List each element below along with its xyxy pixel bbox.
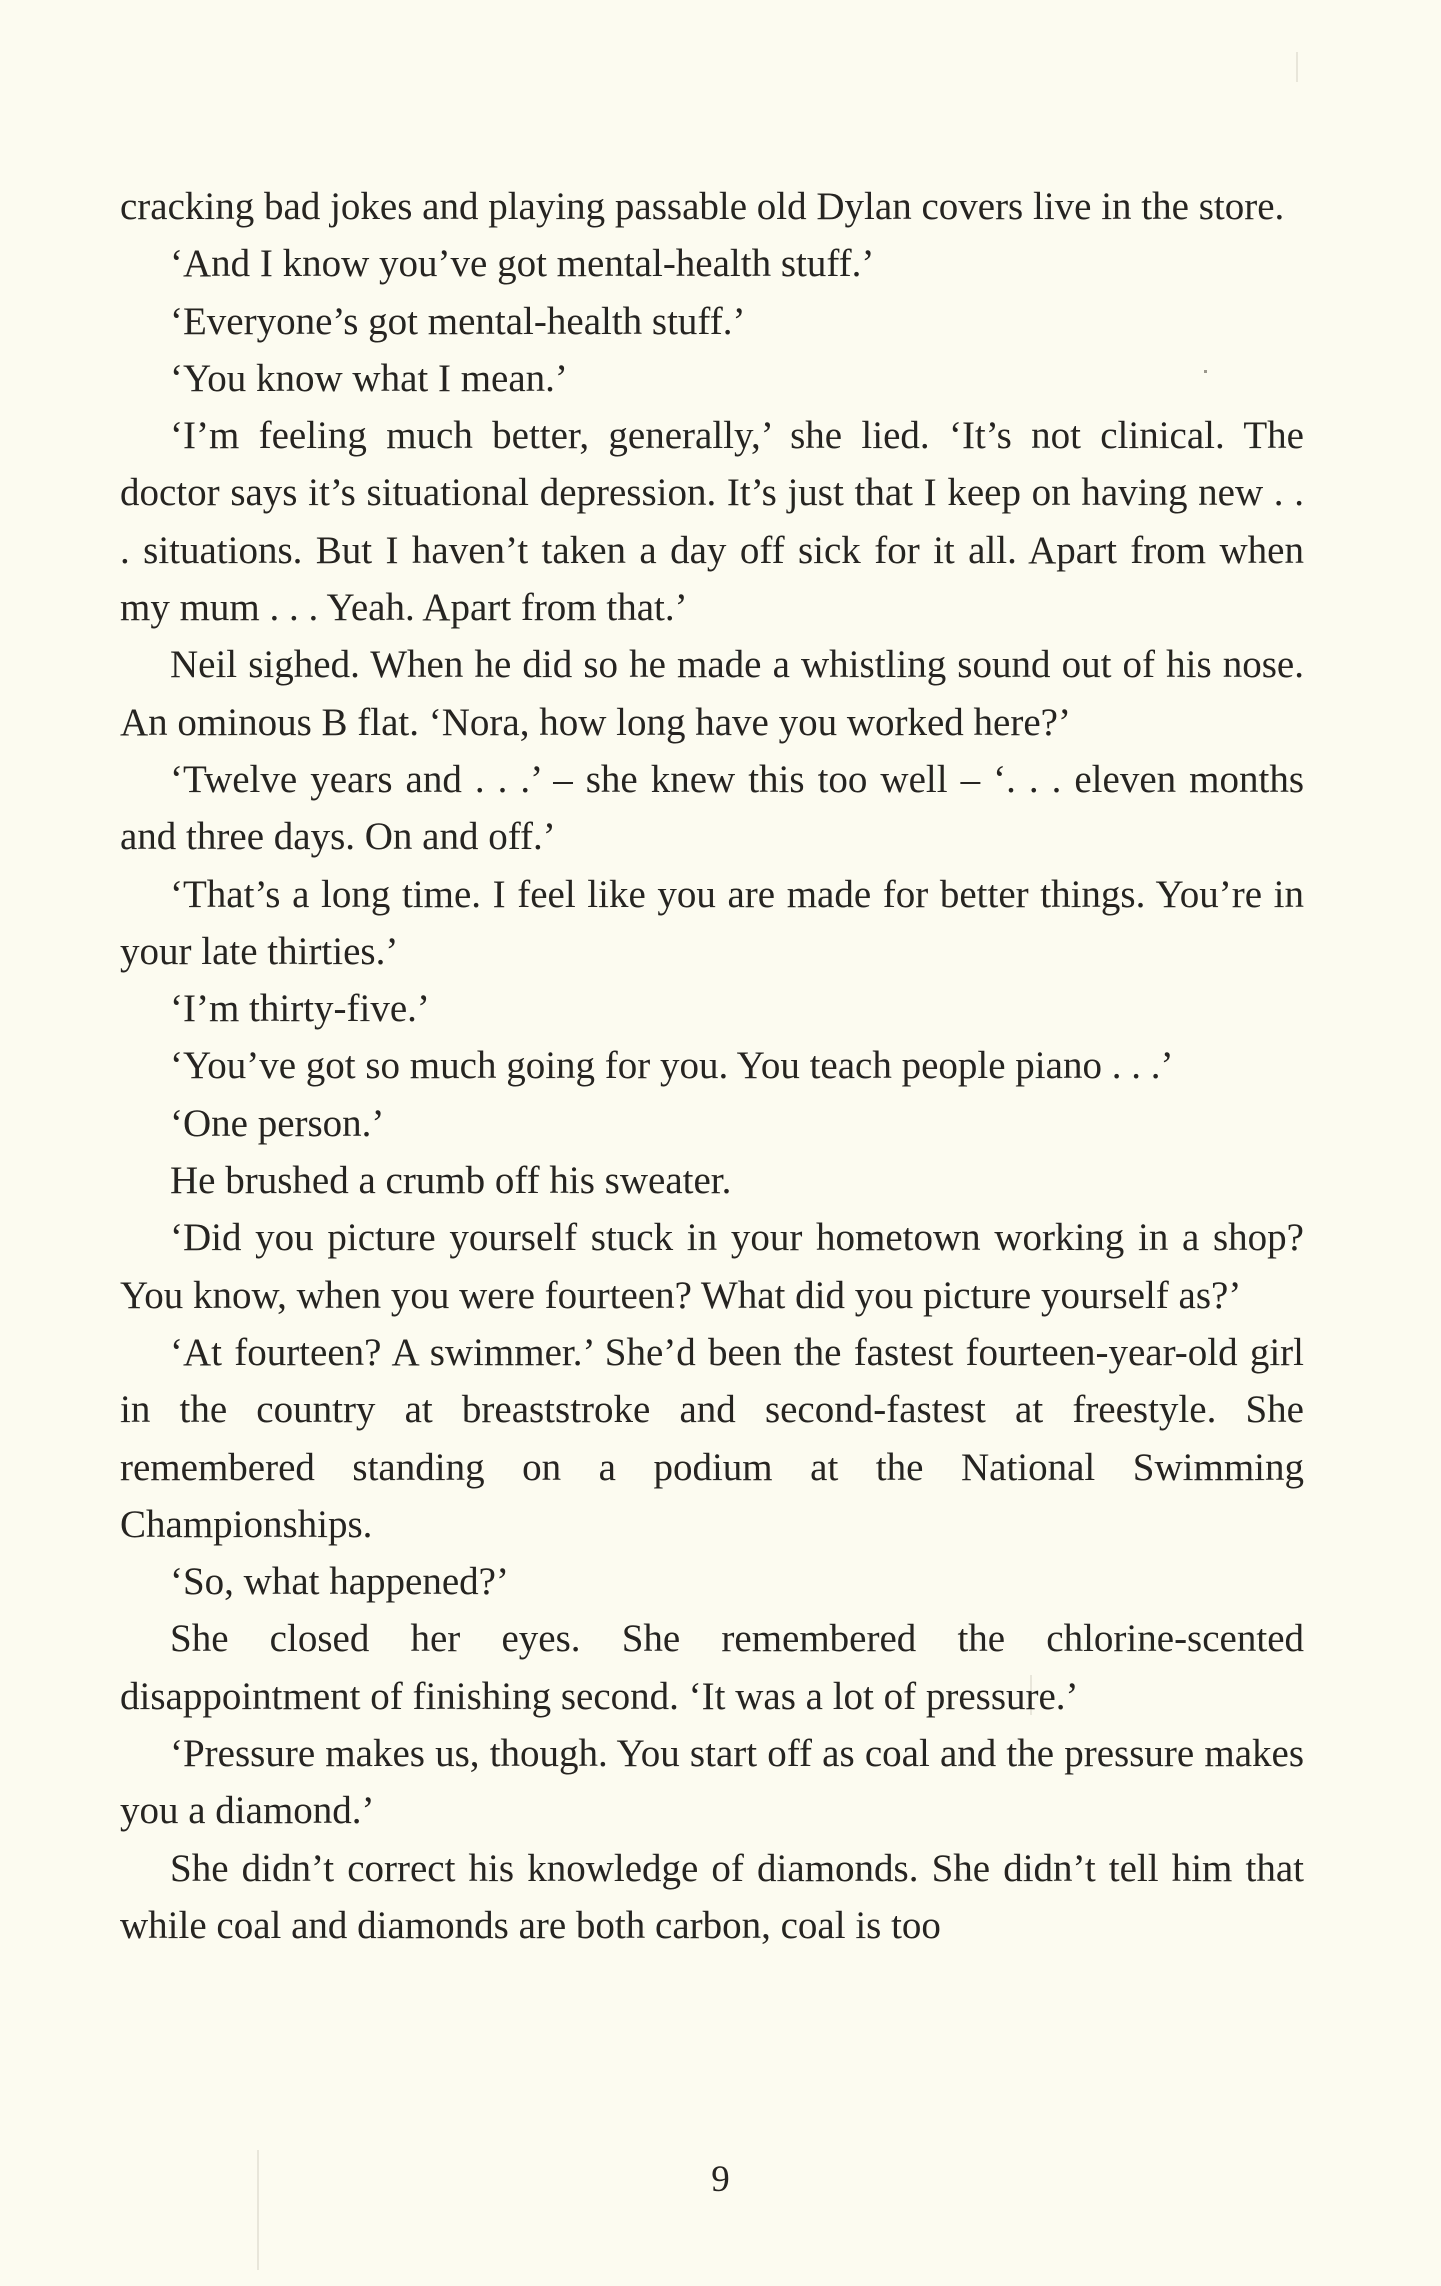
paragraph: He brushed a crumb off his sweater. [170,1159,732,1203]
paragraph: ‘At fourteen? A swimmer.’ She’d been the fastest fourteen-year-old girl in the country at breaststroke and second-fastest at freestyle. She remembered standing on a podium at the National Swimming Championships. [120,1330,1304,1546]
paragraph: ‘You know what I mean.’ [170,356,568,400]
page-number: 9 [711,2159,730,2200]
paragraph: ‘Did you picture yourself stuck in your hometown working in a shop? You know, when you were fourteen? What did you picture yourself as?’ [120,1216,1304,1317]
paragraph: ‘One person.’ [170,1101,385,1145]
body-text [120,178,1304,1954]
paragraph: ‘I’m thirty-five.’ [170,987,430,1031]
paragraph: cracking bad jokes and playing passable old Dylan covers live in the store. [120,185,1285,228]
paragraph: ‘Everyone’s got mental-health stuff.’ [170,299,746,343]
paragraph: She didn’t correct his knowledge of diamonds. She didn’t tell him that while coal and diamonds are both carbon, coal is too [120,1846,1304,1947]
paragraph: ‘So, what happened?’ [170,1560,509,1604]
paper-speck [1296,52,1298,82]
paragraph: ‘That’s a long time. I feel like you are made for better things. You’re in your late thirties.’ [120,872,1304,973]
paragraph: ‘Pressure makes us, though. You start off as coal and the pressure makes you a diamond.’ [120,1732,1304,1833]
paragraph: She closed her eyes. She remembered the chlorine-scented disappointment of finishing second. ‘It was a lot of pressure.’ [120,1617,1304,1718]
paragraph: ‘And I know you’ve got mental-health stuff.’ [170,242,875,286]
paragraph: ‘I’m feeling much better, generally,’ she lied. ‘It’s not clinical. The doctor says it’s situational depression. It’s just that I keep on having new . . . situations. But I haven’t taken a day off sick for it all. Apart from when my mum . . . Yeah. Apart from that.’ [120,414,1304,630]
paragraph: ‘Twelve years and . . .’ – she knew this too well – ‘. . . eleven months and three days. On and off.’ [120,757,1304,859]
paragraph: ‘You’ve got so much going for you. You teach people piano . . .’ [170,1044,1174,1088]
paragraph: Neil sighed. When he did so he made a whistling sound out of his nose. An ominous B flat. ‘Nora, how long have you worked here?’ [120,643,1304,744]
